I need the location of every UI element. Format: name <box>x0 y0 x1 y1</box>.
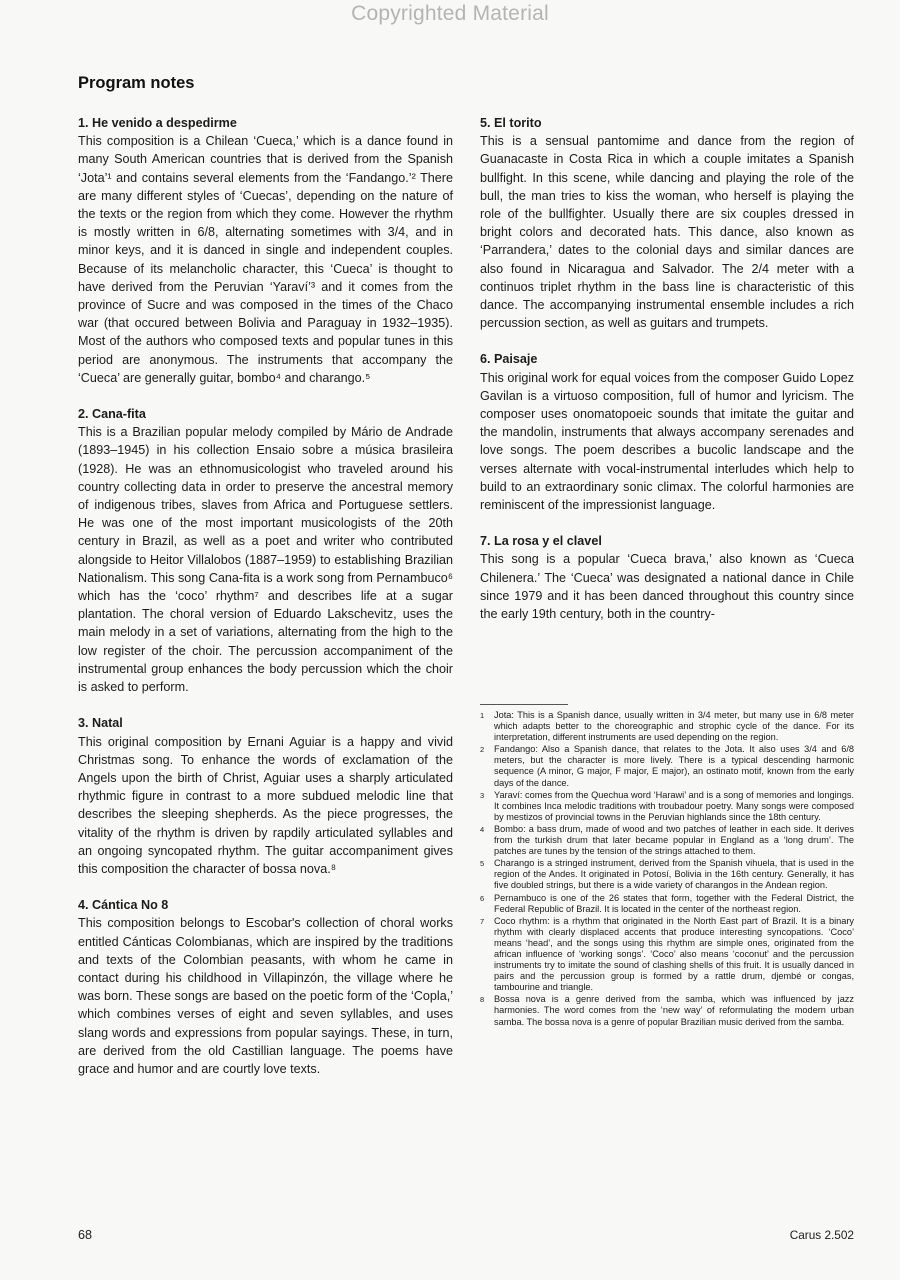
section-paisaje <box>480 350 854 514</box>
footnote <box>480 994 854 1027</box>
section-title: 7. La rosa y el clavel <box>480 534 602 549</box>
section-body: This song is a popular ‘Cueca brava,’ also known as ‘Cueca Chilenera.’ The ‘Cueca’ was designated a national dance in Chile since 1979 and it has been danced throughout this country since the early 19th century, both in the country- <box>480 552 854 622</box>
footnote-mark: 8 <box>480 995 485 1005</box>
left-column <box>78 114 453 1096</box>
section-body: This original work for equal voices from the composer Guido Lopez Gavilan is a virtuoso composition, full of humor and lyricism. The composer uses onomatopoeic sounds that imitate the guitar and the mandolin, instruments that always accompany serenades and love songs. The poem describes a bucolic landscape and the verses alternate with vocal-instrumental interludes which help to build to an extraordinary sonic climax. The colorful harmonies are reminiscent of the impressionist language. <box>480 370 854 513</box>
section-la-rosa <box>480 532 854 623</box>
section-title: 3. Natal <box>78 716 123 731</box>
footnote-text: Jota: This is a Spanish dance, usually written in 3/4 meter, but many use in 6/8 meter which adapts better to the choreographic and strophic cycle of the dance. For its interpretation, different instruments are used depending on the region. <box>494 710 854 743</box>
footnote <box>480 916 854 994</box>
footnote <box>480 710 854 743</box>
footnote-text: Pernambuco is one of the 26 states that form, together with the Federal District, the Federal Republic of Brazil. It is located in the center of the northeast region. <box>494 892 854 914</box>
footnote <box>480 790 854 823</box>
footnote-text: Charango is a stringed instrument, derived from the Spanish vihuela, that is used in the region of the Andes. It originated in Potosí, Bolivia in the 16th century. Generally, it has five doubled strings, but there is a wide variety of charangos in the Andean region. <box>494 858 854 891</box>
footnote-text: Yaraví: comes from the Quechua word ‘Harawi’ and is a song of memories and longings. It combines Inca melodic traditions with troubadour poetry. Many songs were composed by mestizos of provincial towns in the Peruvian highlands since the 18th century. <box>494 789 854 822</box>
right-column <box>480 114 854 641</box>
section-natal <box>78 714 453 878</box>
section-title: 1. He venido a despedirme <box>78 116 237 130</box>
footnote-rule <box>480 704 568 705</box>
section-body: This is a sensual pantomime and dance from the region of Guanacaste in Costa Rica in which a couple imitates a Spanish bullfight. In this scene, while dancing and playing the role of the bull, the man tries to kiss the woman, who herself is playing the role of the bullfighter. Usually there are six couples dressed in bright colors and decorated hats. This dance, also known as ‘Parrandera,’ dates to the colonial days and similar dances are also found in Nicaragua and Salvador. The 2/4 meter with a continuos triplet rhythm in the bass line is characteristic of this dance. The accompanying instrumental ensemble includes a rich percussion section, as well as guitars and trumpets. <box>480 134 854 331</box>
footnote <box>480 824 854 857</box>
section-cana-fita <box>78 405 453 696</box>
section-cantica <box>78 896 453 1078</box>
page-number: 68 <box>78 1228 93 1242</box>
copyright-watermark: Copyrighted Material <box>351 2 549 25</box>
section-body: This composition belongs to Escobar's collection of choral works entitled Cánticas Colombianas, which are inspired by the traditions and texts of the Colombian peasants, with whom he came in contact during his childhood in Villapinzón, the village where he was born. These songs are based on the poetic form of the ‘Copla,’ which combines verses of eight and seven syllables, and uses slang words and expressions from popular sayings. These, in turn, are derived from the old Castillian language. The poems have grace and humor and are courtly love texts. <box>78 916 453 1076</box>
page-title: Program notes <box>78 74 195 92</box>
section-title: 4. Cántica No 8 <box>78 898 169 913</box>
section-body: This composition is a Chilean ‘Cueca,’ which is a dance found in many South American countries that is derived from the Spanish ‘Jota’¹ and contains several elements from the ‘Fandango.’² There are many different styles of ‘Cuecas’, depending on the nature of the texts or the region from which they come. However the rhythm is mostly written in 6/8, alternating sometimes with 3/4, and in minor keys, and it is danced in single and independent couples. Because of its melancholic character, this ‘Cueca’ is thought to have derived from the Peruvian ‘Yaraví’³ and it comes from the province of Sucre and was composed in the times of the Chaco war (that occured between Bolivia and Paraguay in 1932–1935). Most of the authors who composed texts and popular tunes in this period are anonymous. The instruments that accompany the ‘Cueca’ are generally guitar, bombo⁴ and charango.⁵ <box>78 134 453 385</box>
footnote-mark: 4 <box>480 824 485 834</box>
footnote-mark: 1 <box>480 711 485 720</box>
footnote-mark: 6 <box>480 893 485 903</box>
section-body: This original composition by Ernani Aguiar is a happy and vivid Christmas song. To enhance the words of exclamation of the Angels upon the birth of Christ, Aguiar uses a sharply articulated rhythmic figure in contrast to a more subdued melodic line that describes the sleeping shepherds. As the piece progresses, the vitality of the rhythm is driven by rapdily articulated syllables and an ongoing syncopated rhythm. The guitar accompaniment gives this composition the character of bossa nova.⁸ <box>78 734 453 876</box>
footnote-mark: 2 <box>480 745 485 755</box>
section-el-torito <box>480 114 854 332</box>
footnote <box>480 744 854 788</box>
footnote-text: Bossa nova is a genre derived from the samba, which was influenced by jazz harmonies. The word comes from the ‘new way’ of reformulating the modern urban samba. The bossa nova is a genre of popular Brazilian music derived from the samba. <box>494 994 854 1027</box>
section-title: 2. Cana-fita <box>78 407 146 422</box>
section-title: 6. Paisaje <box>480 352 538 367</box>
footnote-mark: 3 <box>480 790 485 800</box>
footnote <box>480 893 854 915</box>
footnotes <box>480 700 854 1029</box>
footnote-text: Coco rhythm: is a rhythm that originated in the North East part of Brazil. It is a binary rhythm with clearly displaced accents that produce interesting syncopations. ‘Coco’ means ‘head’, and the songs using this rhythm are simple ones, originated from the african influence of ‘working songs’. ‘Coco’ also means ‘coconut’ and the percussion instruments try to imitate the sound of clashing shells of this fruit. It is usually danced in pairs and the percussion group is formed by a rattle drum, djembé or congas, tambourine and triangle. <box>494 915 854 993</box>
footnote <box>480 858 854 891</box>
section-title: 5. El torito <box>480 116 542 130</box>
section-body: This is a Brazilian popular melody compiled by Mário de Andrade (1893–1945) in his collection Ensaio sobre a música brasileira (1928). He was an ethnomusicologist who traveled around his country collecting data in order to preserve the ancestral memory of indigenous tribes, slaves from Africa and Portuguese settlers. He was one of the most important musicologists of the 20th century in Brazil, as well as a poet and writer who contributed alongside to Heitor Villalobos (1887–1959) to establishing Brazilian Nationalism. This song Cana-fita is a work song from Pernambuco⁶ which has the ‘coco’ rhythm⁷ and describes life at a sugar plantation. The choral version of Eduardo Lakschevitz, uses the main melody in a set of variations, alternating from the high to the low register of the choir. The percussion accompaniment of the instrumental group enhances the body percussion which the choir is asked to perform. <box>78 425 453 695</box>
footnote-mark: 5 <box>480 859 485 869</box>
footnote-text: Bombo: a bass drum, made of wood and two patches of leather in each side. It derives from the turkish drum that later became popular in England as a ‘long drum’. The patches are tunes by the tension of the strings attached to them. <box>494 823 854 857</box>
section-he-venido <box>78 114 453 387</box>
catalog-number: Carus 2.502 <box>789 1228 854 1242</box>
footnote-text: Fandango: Also a Spanish dance, that relates to the Jota. It also uses 3/4 and 6/8 meters, but the character is more lively. There is a typical descending harmonic sequence (A minor, G major, F major, E major), an ostinato motif, known from the early days of the dance. <box>494 744 854 788</box>
footnote-mark: 7 <box>480 916 485 926</box>
